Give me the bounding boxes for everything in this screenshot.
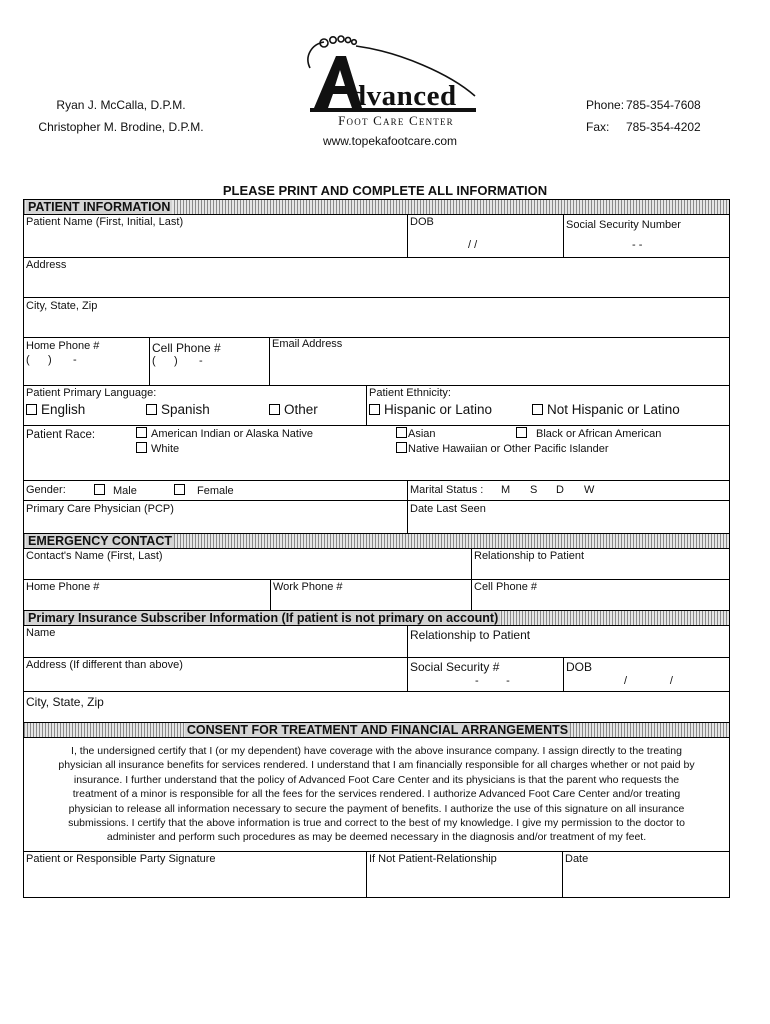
dob-separators: / / bbox=[468, 239, 478, 251]
language-group bbox=[24, 386, 366, 425]
signature-field[interactable] bbox=[24, 852, 366, 897]
doctor-names bbox=[26, 94, 216, 138]
race-group bbox=[24, 426, 729, 480]
subscriber-dob-field[interactable] bbox=[563, 658, 729, 691]
intake-form bbox=[23, 199, 730, 898]
relationship-field[interactable] bbox=[366, 852, 562, 897]
field-label: DOB bbox=[566, 660, 593, 674]
section-emergency-contact bbox=[24, 533, 729, 549]
practice-logo bbox=[300, 34, 480, 134]
option-label: English bbox=[41, 402, 86, 417]
field-label: City, State, Zip bbox=[26, 300, 98, 312]
field-label: Cell Phone # bbox=[474, 581, 537, 593]
field-label: Name bbox=[26, 627, 56, 639]
field-label: Relationship to Patient bbox=[474, 550, 585, 562]
race-option-white[interactable] bbox=[136, 442, 179, 455]
ethnicity-group bbox=[366, 386, 729, 425]
checkbox[interactable] bbox=[516, 427, 527, 438]
checkbox[interactable] bbox=[136, 427, 147, 438]
field-label: Gender: bbox=[26, 484, 66, 496]
logo-subtitle: Foot Care Center bbox=[338, 113, 454, 128]
race-option-native-hawaiian[interactable] bbox=[396, 442, 609, 455]
consent-line: treatment of a minor is responsible for all the fees for the services rendered. I authorize Advanced Foot Care Center and/or treating bbox=[72, 788, 681, 801]
field-label: Contact's Name (First, Last) bbox=[26, 550, 163, 562]
race-option-american-indian[interactable] bbox=[136, 427, 313, 440]
field-label: Address bbox=[26, 259, 67, 271]
gender-option-female[interactable] bbox=[174, 484, 234, 497]
option-label: American Indian or Alaska Native bbox=[151, 428, 314, 440]
consent-line: insurance. I further understand that the policy of Advanced Foot Care Center and its physicians is that the parent who requests the bbox=[73, 773, 680, 786]
field-label: Primary Care Physician (PCP) bbox=[26, 503, 174, 515]
insurance-address-row bbox=[24, 658, 729, 692]
patient-name-field[interactable] bbox=[24, 215, 407, 257]
field-label: City, State, Zip bbox=[26, 695, 104, 709]
field-label: Social Security # bbox=[410, 660, 500, 674]
cell-phone-field[interactable] bbox=[149, 338, 269, 385]
subscriber-relationship-field[interactable] bbox=[407, 626, 729, 657]
option-label: Native Hawaiian or Other Pacific Islander bbox=[408, 443, 609, 455]
field-label: Home Phone # bbox=[26, 340, 100, 352]
field-label: Date bbox=[565, 852, 589, 865]
marital-option-m[interactable]: M bbox=[501, 484, 511, 496]
field-label: Patient Primary Language: bbox=[26, 387, 157, 399]
home-phone-field[interactable] bbox=[24, 338, 149, 385]
emergency-cell-phone-field[interactable] bbox=[471, 580, 729, 610]
field-label: Email Address bbox=[272, 338, 343, 350]
phone-label: Phone: bbox=[586, 98, 625, 112]
language-option-other[interactable] bbox=[269, 402, 318, 417]
logo-wordmark: dvanced bbox=[350, 80, 457, 112]
section-title: PATIENT INFORMATION bbox=[28, 200, 171, 214]
checkbox[interactable] bbox=[369, 404, 380, 415]
checkbox[interactable] bbox=[94, 484, 105, 495]
section-title: EMERGENCY CONTACT bbox=[28, 534, 172, 548]
consent-line: I, the undersigned certify that I (or my dependent) have coverage with the above insurance company. I assign directly to the treating bbox=[71, 745, 682, 757]
option-label: Hispanic or Latino bbox=[384, 402, 493, 417]
field-label: Marital Status : bbox=[410, 484, 484, 496]
gender-group bbox=[24, 481, 407, 500]
field-label: Relationship to Patient bbox=[410, 628, 531, 642]
race-option-asian[interactable] bbox=[396, 427, 436, 440]
field-label: Home Phone # bbox=[26, 581, 100, 593]
option-label: Female bbox=[197, 485, 234, 497]
subscriber-city-field[interactable] bbox=[24, 692, 729, 722]
marital-option-d[interactable]: D bbox=[556, 484, 564, 496]
subscriber-address-field[interactable] bbox=[24, 658, 407, 691]
consent-line: submissions. I certify that the above information is true and correct to the best of my knowledge. I give my permission to the doctor to bbox=[68, 817, 685, 830]
field-label: Work Phone # bbox=[273, 581, 343, 593]
language-option-spanish[interactable] bbox=[146, 402, 210, 417]
checkbox[interactable] bbox=[396, 442, 407, 453]
dob-field[interactable] bbox=[407, 215, 563, 257]
option-label: Black or African American bbox=[536, 428, 662, 440]
language-ethnicity-row bbox=[24, 386, 729, 426]
consent-line: physician all insurance benefits for services rendered. I understand that I am financially responsible for all charges whether or not paid by bbox=[58, 759, 695, 772]
date-last-seen-field[interactable] bbox=[407, 501, 729, 533]
option-label: Other bbox=[284, 402, 318, 417]
field-label: Cell Phone # bbox=[152, 341, 221, 355]
gender-marital-row bbox=[24, 481, 729, 501]
race-row bbox=[24, 426, 729, 481]
website: www.topekafootcare.com bbox=[322, 134, 458, 148]
ethnicity-option-hispanic[interactable] bbox=[369, 402, 492, 417]
ssn-separators: - - bbox=[475, 675, 510, 687]
insurance-name-row bbox=[24, 626, 729, 658]
marital-option-w[interactable]: W bbox=[584, 484, 595, 496]
pcp-row bbox=[24, 501, 729, 533]
pcp-field[interactable] bbox=[24, 501, 407, 533]
marital-status-group bbox=[407, 481, 729, 500]
field-label: Date Last Seen bbox=[410, 503, 486, 515]
address-field[interactable] bbox=[24, 258, 729, 297]
emergency-name-row bbox=[24, 549, 729, 580]
address-row bbox=[24, 258, 729, 298]
option-label: Asian bbox=[408, 428, 436, 440]
dob-separators: / / bbox=[624, 675, 673, 687]
field-label: Patient or Responsible Party Signature bbox=[26, 852, 216, 865]
ssn-separators: - - bbox=[632, 239, 643, 251]
option-label: Not Hispanic or Latino bbox=[547, 402, 680, 417]
contact-info bbox=[586, 94, 701, 138]
field-label: Address (If different than above) bbox=[26, 659, 183, 671]
section-title: CONSENT FOR TREATMENT AND FINANCIAL ARRANGEMENTS bbox=[186, 723, 569, 737]
phone-number: 785-354-7608 bbox=[626, 98, 701, 112]
checkbox[interactable] bbox=[269, 404, 280, 415]
section-consent bbox=[24, 722, 729, 738]
phone-format: ( ) - bbox=[26, 354, 77, 366]
fax-label: Fax: bbox=[586, 120, 610, 134]
ethnicity-option-not-hispanic[interactable] bbox=[532, 402, 680, 417]
section-title: Primary Insurance Subscriber Information (If patient is not primary on account) bbox=[28, 611, 499, 625]
signature-row bbox=[24, 852, 729, 898]
emergency-home-phone-field[interactable] bbox=[24, 580, 270, 610]
field-label: Patient Ethnicity: bbox=[369, 387, 451, 399]
date-field[interactable] bbox=[562, 852, 729, 897]
field-label: DOB bbox=[410, 216, 434, 228]
field-label: Patient Race: bbox=[26, 429, 96, 441]
emergency-phone-row bbox=[24, 580, 729, 610]
checkbox[interactable] bbox=[146, 404, 157, 415]
option-label: Spanish bbox=[161, 402, 210, 417]
city-row bbox=[24, 298, 729, 338]
phone-row bbox=[24, 338, 729, 386]
gender-option-male[interactable] bbox=[94, 484, 137, 497]
field-label: Patient Name (First, Initial, Last) bbox=[26, 216, 184, 228]
checkbox[interactable] bbox=[396, 427, 407, 438]
race-option-black[interactable] bbox=[516, 427, 661, 440]
form-title: PLEASE PRINT AND COMPLETE ALL INFORMATION bbox=[222, 183, 548, 198]
city-state-zip-field[interactable] bbox=[24, 298, 729, 337]
consent-text bbox=[24, 738, 729, 852]
checkbox[interactable] bbox=[26, 404, 37, 415]
language-option-english[interactable] bbox=[26, 402, 85, 417]
subscriber-name-field[interactable] bbox=[24, 626, 407, 657]
option-label: Male bbox=[113, 485, 137, 497]
emergency-contact-name-field[interactable] bbox=[24, 549, 471, 579]
section-primary-insurance bbox=[24, 610, 729, 626]
field-label: Social Security Number bbox=[566, 219, 681, 231]
marital-option-s[interactable]: S bbox=[530, 484, 538, 496]
doctor-name: Ryan J. McCalla, D.P.M. bbox=[56, 98, 186, 112]
section-patient-information bbox=[24, 200, 729, 215]
checkbox[interactable] bbox=[532, 404, 543, 415]
checkbox[interactable] bbox=[136, 442, 147, 453]
ssn-field[interactable] bbox=[563, 215, 729, 257]
insurance-city-row bbox=[24, 692, 729, 722]
emergency-work-phone-field[interactable] bbox=[270, 580, 471, 610]
emergency-relationship-field[interactable] bbox=[471, 549, 729, 579]
phone-format: ( ) - bbox=[152, 355, 203, 367]
doctor-name: Christopher M. Brodine, D.P.M. bbox=[38, 120, 204, 134]
field-label: If Not Patient-Relationship bbox=[369, 852, 497, 865]
email-field[interactable] bbox=[269, 338, 729, 385]
checkbox[interactable] bbox=[174, 484, 185, 495]
patient-name-row bbox=[24, 215, 729, 258]
fax-number: 785-354-4202 bbox=[626, 120, 701, 134]
consent-line: physician to release all information necessary to secure the payment of benefits. I authorize the use of this signature on all insurance bbox=[68, 802, 685, 815]
option-label: White bbox=[151, 443, 180, 455]
subscriber-ssn-field[interactable] bbox=[407, 658, 563, 691]
consent-line: administer and perform such procedures as may be deemed necessary in the diagnosis and/or treatment of my feet. bbox=[106, 831, 647, 844]
